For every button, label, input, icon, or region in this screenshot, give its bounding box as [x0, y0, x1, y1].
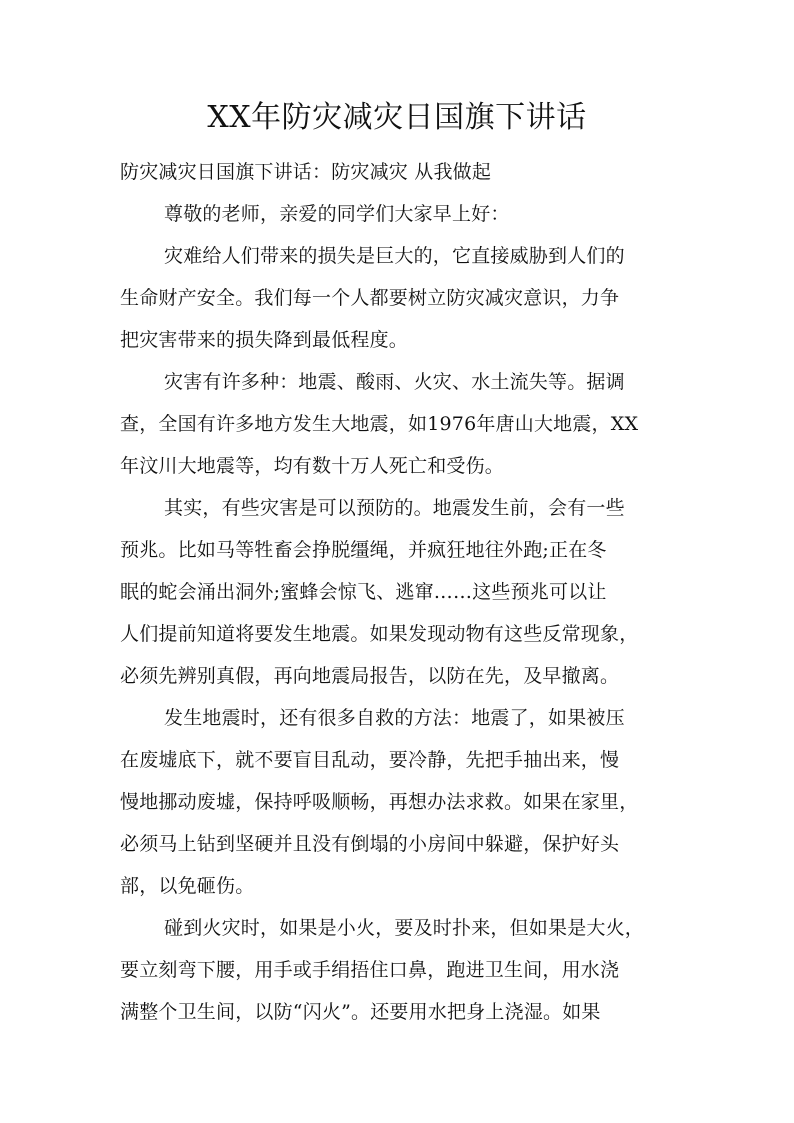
- paragraph-3-line-5: 必须先辨别真假，再向地震局报告，以防在先，及早撤离。: [120, 665, 620, 687]
- subtitle-line: 防灾减灾日国旗下讲话：防灾减灾 从我做起: [120, 161, 492, 183]
- paragraph-1-line-3: 把灾害带来的损失降到最低程度。: [120, 329, 409, 351]
- greeting-line: 尊敬的老师，亲爱的同学们大家早上好：: [164, 203, 510, 225]
- paragraph-1-line-2: 生命财产安全。我们每一个人都要树立防灾减灾意识，力争: [120, 287, 620, 309]
- document-title: XX年防灾减灾日国旗下讲话: [207, 100, 587, 135]
- paragraph-2-line-1: 灾害有许多种：地震、酸雨、火灾、水土流失等。据调: [164, 371, 625, 393]
- paragraph-3-line-3: 眠的蛇会涌出洞外;蜜蜂会惊飞、逃窜……这些预兆可以让: [120, 581, 607, 603]
- paragraph-5-line-1: 碰到火灾时，如果是小火，要及时扑来，但如果是大火，: [164, 917, 645, 939]
- paragraph-4-line-1: 发生地震时，还有很多自救的方法：地震了，如果被压: [164, 707, 625, 729]
- paragraph-4-line-4: 必须马上钻到坚硬并且没有倒塌的小房间中躲避，保护好头: [120, 833, 620, 855]
- paragraph-2-line-3: 年汶川大地震等，均有数十万人死亡和受伤。: [120, 455, 505, 477]
- paragraph-3-line-2: 预兆。比如马等牲畜会挣脱缰绳，并疯狂地往外跑;正在冬: [120, 539, 607, 561]
- paragraph-2-line-2: 查，全国有许多地方发生大地震，如1976年唐山大地震，XX: [120, 413, 639, 435]
- paragraph-1-line-1: 灾难给人们带来的损失是巨大的，它直接威胁到人们的: [164, 245, 625, 267]
- paragraph-3-line-1: 其实，有些灾害是可以预防的。地震发生前，会有一些: [164, 497, 625, 519]
- paragraph-4-line-3: 慢地挪动废墟，保持呼吸顺畅，再想办法求救。如果在家里，: [120, 791, 639, 813]
- paragraph-5-line-3: 满整个卫生间，以防“闪火”。还要用水把身上浇湿。如果: [120, 1001, 601, 1023]
- paragraph-3-line-4: 人们提前知道将要发生地震。如果发现动物有这些反常现象，: [120, 623, 639, 645]
- paragraph-4-line-2: 在废墟底下，就不要盲目乱动，要冷静，先把手抽出来，慢: [120, 749, 620, 771]
- paragraph-5-line-2: 要立刻弯下腰，用手或手绢捂住口鼻，跑进卫生间，用水浇: [120, 959, 620, 981]
- paragraph-4-line-5: 部，以免砸伤。: [120, 875, 255, 897]
